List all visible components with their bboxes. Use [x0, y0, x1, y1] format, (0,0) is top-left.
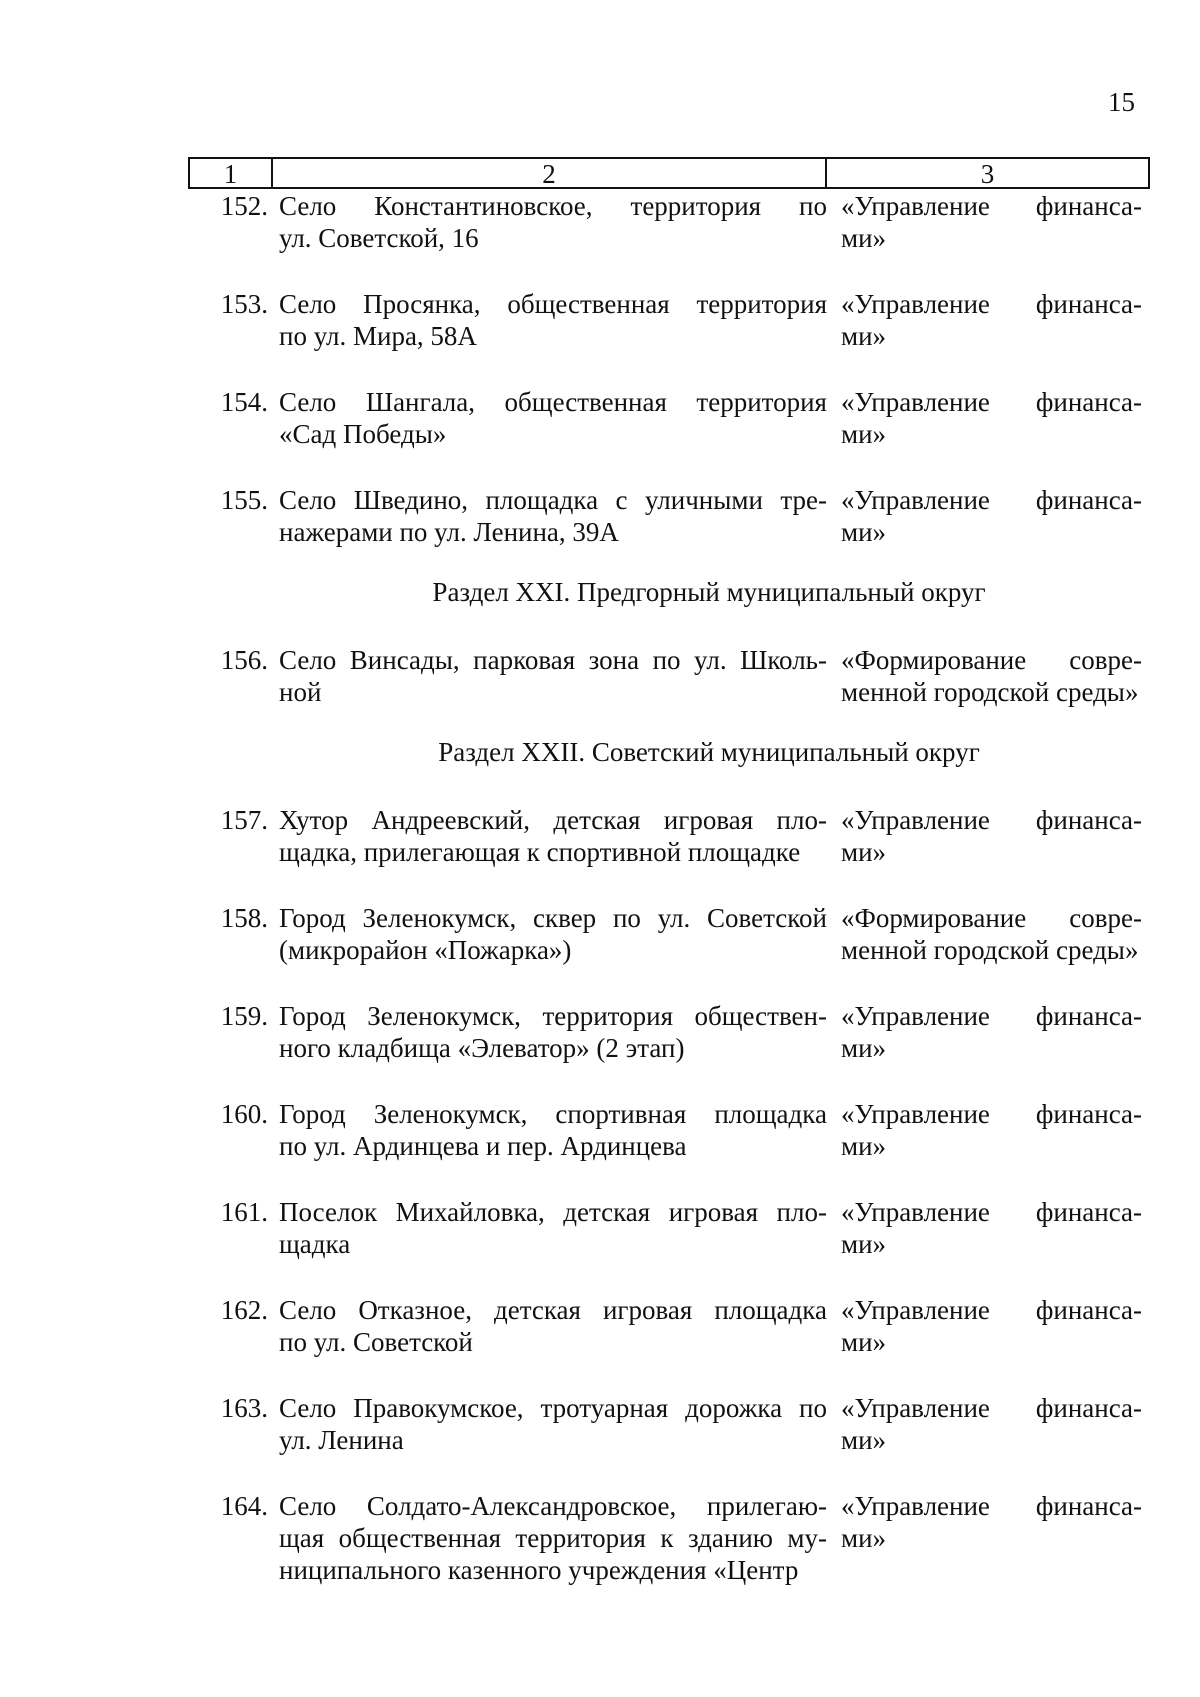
- word: «Управление: [841, 1099, 990, 1129]
- word: детская: [563, 1197, 651, 1227]
- word: Город: [279, 903, 346, 933]
- row-responsible: [841, 804, 1142, 868]
- row-description: [279, 644, 827, 708]
- word: Андреевский,: [371, 805, 530, 835]
- word: финанса-: [1035, 1197, 1142, 1227]
- responsible-line: [841, 320, 1142, 352]
- word: детская: [553, 805, 641, 835]
- table-header: [188, 157, 1150, 189]
- word: Михайловка,: [395, 1197, 545, 1227]
- row-responsible: [841, 1098, 1142, 1162]
- table-row: [188, 1392, 1150, 1456]
- row-description: [279, 1098, 827, 1162]
- word: обществен-: [694, 1001, 827, 1031]
- word: площадка: [714, 1099, 827, 1129]
- line-text: по ул. Мира, 58А: [279, 321, 477, 351]
- word: ми»: [841, 837, 887, 867]
- word: Шведино,: [353, 485, 469, 515]
- line-text: по ул. Ардинцева и пер. Ардинцева: [279, 1131, 687, 1161]
- word: ми»: [841, 1131, 887, 1161]
- description-line: [279, 418, 827, 450]
- word: игровая: [663, 805, 754, 835]
- line-text: по ул. Советской: [279, 1327, 473, 1357]
- responsible-line: [841, 1522, 1142, 1554]
- table-row: [188, 1490, 1150, 1586]
- word: спортивная: [555, 1099, 687, 1129]
- word: совре-: [1069, 645, 1142, 675]
- section-heading: Раздел XXII. Советский муниципальный округ: [438, 737, 980, 767]
- word: Село: [279, 1295, 337, 1325]
- row-responsible: [841, 190, 1142, 254]
- row-responsible: [841, 484, 1142, 548]
- word: ми»: [841, 1425, 887, 1455]
- word: по: [799, 191, 827, 221]
- word: пло-: [776, 805, 827, 835]
- word: ми»: [841, 1033, 887, 1063]
- word: му-: [787, 1523, 827, 1553]
- word: финанса-: [1035, 805, 1142, 835]
- word: Село: [279, 289, 337, 319]
- responsible-line: [841, 1228, 1142, 1260]
- row-number: 154.: [220, 387, 268, 417]
- word: Хутор: [279, 805, 349, 835]
- description-line: [279, 320, 827, 352]
- description-line: [279, 1522, 827, 1554]
- word: ми»: [841, 1229, 887, 1259]
- word: игровая: [602, 1295, 693, 1325]
- word: финанса-: [1035, 387, 1142, 417]
- word: по: [612, 903, 641, 933]
- responsible-line: [841, 1294, 1142, 1326]
- word: «Управление: [841, 1393, 990, 1423]
- word: «Управление: [841, 1491, 990, 1521]
- line-text: (микрорайон «Пожарка»): [279, 935, 572, 965]
- row-description: [279, 288, 827, 352]
- header-col-3: 3: [980, 159, 995, 189]
- word: уличными: [644, 485, 763, 515]
- table-row: [188, 1196, 1150, 1260]
- responsible-line: [841, 934, 1142, 966]
- line-text: ной: [279, 677, 322, 707]
- header-col-2: 2: [273, 159, 827, 187]
- word: Зеленокумск,: [362, 903, 517, 933]
- row-number: 158.: [220, 903, 268, 933]
- row-description: [279, 804, 827, 868]
- word: «Управление: [841, 1295, 990, 1325]
- word: Зеленокумск,: [373, 1099, 528, 1129]
- table-row: [188, 1294, 1150, 1358]
- word: финанса-: [1035, 1099, 1142, 1129]
- description-line: [279, 386, 827, 418]
- row-responsible: [841, 1000, 1142, 1064]
- word: площадка: [714, 1295, 827, 1325]
- line-text: ул. Ленина: [279, 1425, 404, 1455]
- description-line: [279, 1228, 827, 1260]
- row-number: 164.: [220, 1491, 268, 1521]
- word: Константиновское,: [374, 191, 593, 221]
- word: по: [799, 1393, 827, 1423]
- word: парковая: [473, 645, 576, 675]
- responsible-line: [841, 1490, 1142, 1522]
- word: детская: [494, 1295, 581, 1325]
- responsible-line: [841, 1130, 1142, 1162]
- row-description: [279, 484, 827, 548]
- word: «Управление: [841, 805, 990, 835]
- word: общественная: [507, 289, 670, 319]
- responsible-line: [841, 1424, 1142, 1456]
- word: Винсады,: [349, 645, 460, 675]
- word: Село: [279, 1393, 337, 1423]
- word: территория: [630, 191, 762, 221]
- table-row: [188, 190, 1150, 254]
- responsible-line: [841, 484, 1142, 516]
- row-description: [279, 190, 827, 254]
- word: Просянка,: [363, 289, 481, 319]
- word: ми»: [841, 223, 887, 253]
- row-number: 155.: [220, 485, 268, 515]
- responsible-line: [841, 644, 1142, 676]
- word: с: [615, 485, 628, 515]
- word: ул.: [657, 903, 691, 933]
- line-text: ниципального казенного учреждения «Центр: [279, 1555, 799, 1585]
- word: Поселок: [279, 1197, 378, 1227]
- word: территория: [542, 1001, 673, 1031]
- responsible-line: [841, 222, 1142, 254]
- word: Школь-: [740, 645, 827, 675]
- description-line: [279, 190, 827, 222]
- word: общественная: [504, 387, 667, 417]
- responsible-line: [841, 1098, 1142, 1130]
- word: Советской: [707, 903, 827, 933]
- word: ми»: [841, 1523, 887, 1553]
- description-line: [279, 1392, 827, 1424]
- word: тре-: [780, 485, 827, 515]
- description-line: [279, 1490, 827, 1522]
- word: финанса-: [1035, 1001, 1142, 1031]
- word: финанса-: [1035, 1491, 1142, 1521]
- line-text: «Сад Победы»: [279, 419, 447, 449]
- row-responsible: [841, 644, 1142, 708]
- responsible-line: [841, 418, 1142, 450]
- responsible-line: [841, 676, 1142, 708]
- description-line: [279, 1032, 827, 1064]
- responsible-line: [841, 1196, 1142, 1228]
- word: Шангала,: [365, 387, 476, 417]
- row-responsible: [841, 386, 1142, 450]
- row-number: 159.: [220, 1001, 268, 1031]
- table-row: [188, 1000, 1150, 1064]
- responsible-line: [841, 804, 1142, 836]
- description-line: [279, 644, 827, 676]
- row-number: 163.: [220, 1393, 268, 1423]
- word: Солдато-Александровское,: [366, 1491, 677, 1521]
- word: ми»: [841, 1327, 887, 1357]
- responsible-line: [841, 386, 1142, 418]
- row-description: [279, 1490, 827, 1586]
- word: Село: [279, 1491, 337, 1521]
- word: финанса-: [1035, 1295, 1142, 1325]
- responsible-line: [841, 516, 1142, 548]
- word: Село: [279, 645, 337, 675]
- word: пло-: [776, 1197, 827, 1227]
- word: Зеленокумск,: [367, 1001, 521, 1031]
- description-line: [279, 934, 827, 966]
- line-text: щадка, прилегающая к спортивной площадке: [279, 837, 801, 867]
- word: зона: [588, 645, 640, 675]
- row-description: [279, 1196, 827, 1260]
- word: финанса-: [1035, 485, 1142, 515]
- word: Город: [279, 1099, 346, 1129]
- responsible-line: [841, 288, 1142, 320]
- word: территория: [515, 1523, 646, 1553]
- row-responsible: [841, 1490, 1142, 1586]
- row-description: [279, 1000, 827, 1064]
- description-line: [279, 288, 827, 320]
- word: Село: [279, 387, 337, 417]
- word: менной городской среды»: [841, 935, 1139, 965]
- word: «Управление: [841, 191, 990, 221]
- description-line: [279, 1000, 827, 1032]
- row-responsible: [841, 902, 1142, 966]
- responsible-line: [841, 836, 1142, 868]
- description-line: [279, 902, 827, 934]
- description-line: [279, 836, 827, 868]
- table-row: [188, 644, 1150, 708]
- word: площадка: [485, 485, 599, 515]
- row-description: [279, 386, 827, 450]
- word: финанса-: [1035, 1393, 1142, 1423]
- row-number: 153.: [220, 289, 268, 319]
- word: финанса-: [1035, 191, 1142, 221]
- word: «Формирование: [841, 645, 1027, 675]
- word: зданию: [687, 1523, 773, 1553]
- description-line: [279, 1130, 827, 1162]
- description-line: [279, 516, 827, 548]
- word: ми»: [841, 419, 887, 449]
- row-number: 160.: [220, 1099, 268, 1129]
- word: Село: [279, 485, 337, 515]
- responsible-line: [841, 1032, 1142, 1064]
- word: Село: [279, 191, 337, 221]
- table-row: [188, 288, 1150, 352]
- description-line: [279, 1326, 827, 1358]
- word: щая: [279, 1523, 325, 1553]
- responsible-line: [841, 1392, 1142, 1424]
- table-row: [188, 484, 1150, 548]
- row-responsible: [841, 288, 1142, 352]
- word: территория: [696, 289, 827, 319]
- word: «Управление: [841, 1001, 990, 1031]
- line-text: ного кладбища «Элеватор» (2 этап): [279, 1033, 685, 1063]
- word: «Формирование: [841, 903, 1027, 933]
- word: Город: [279, 1001, 346, 1031]
- description-line: [279, 804, 827, 836]
- row-number: 157.: [220, 805, 268, 835]
- row-description: [279, 1392, 827, 1456]
- row-number: 161.: [220, 1197, 268, 1227]
- row-number: 152.: [220, 191, 268, 221]
- description-line: [279, 1554, 827, 1586]
- responsible-line: [841, 902, 1142, 934]
- word: ми»: [841, 321, 887, 351]
- word: менной городской среды»: [841, 677, 1139, 707]
- row-responsible: [841, 1294, 1142, 1358]
- word: дорожка: [685, 1393, 783, 1423]
- description-line: [279, 1196, 827, 1228]
- word: сквер: [533, 903, 597, 933]
- word: совре-: [1069, 903, 1142, 933]
- responsible-line: [841, 190, 1142, 222]
- word: «Управление: [841, 387, 990, 417]
- word: по: [652, 645, 681, 675]
- line-text: ул. Советской, 16: [279, 223, 479, 253]
- word: общественная: [338, 1523, 501, 1553]
- table-body: [188, 190, 1150, 1620]
- description-line: [279, 222, 827, 254]
- description-line: [279, 484, 827, 516]
- word: Отказное,: [358, 1295, 472, 1325]
- word: ул.: [694, 645, 727, 675]
- header-col-1: 1: [190, 159, 273, 187]
- word: тротуарная: [540, 1393, 669, 1423]
- row-responsible: [841, 1392, 1142, 1456]
- word: территория: [696, 387, 827, 417]
- word: «Управление: [841, 485, 990, 515]
- table-row: [188, 804, 1150, 868]
- word: игровая: [668, 1197, 759, 1227]
- row-number: 162.: [220, 1295, 268, 1325]
- page-number: 15: [1108, 87, 1135, 117]
- table-row: [188, 1098, 1150, 1162]
- description-line: [279, 1424, 827, 1456]
- row-description: [279, 1294, 827, 1358]
- word: Правокумское,: [353, 1393, 524, 1423]
- table-row: [188, 902, 1150, 966]
- row-responsible: [841, 1196, 1142, 1260]
- responsible-line: [841, 1000, 1142, 1032]
- row-number: 156.: [220, 645, 268, 675]
- word: прилегаю-: [706, 1491, 827, 1521]
- word: к: [660, 1523, 674, 1553]
- section-heading: Раздел XXI. Предгорный муниципальный округ: [432, 577, 986, 607]
- description-line: [279, 1098, 827, 1130]
- description-line: [279, 1294, 827, 1326]
- responsible-line: [841, 1326, 1142, 1358]
- word: «Управление: [841, 1197, 990, 1227]
- word: «Управление: [841, 289, 990, 319]
- line-text: щадка: [279, 1229, 351, 1259]
- table-row: [188, 386, 1150, 450]
- description-line: [279, 676, 827, 708]
- word: ми»: [841, 517, 887, 547]
- line-text: нажерами по ул. Ленина, 39А: [279, 517, 619, 547]
- word: финанса-: [1035, 289, 1142, 319]
- row-description: [279, 902, 827, 966]
